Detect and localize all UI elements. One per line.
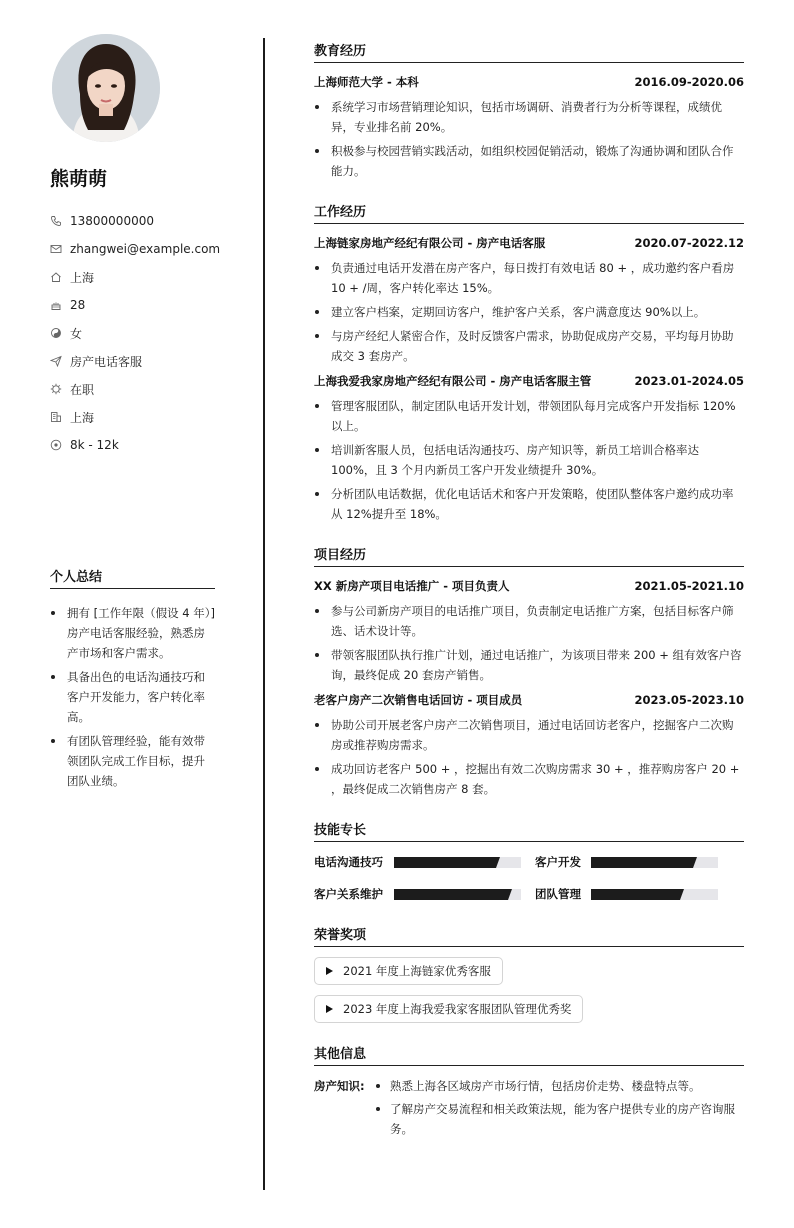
project-date: 2023.05-2023.10 (634, 693, 744, 707)
info-age-text: 28 (70, 298, 86, 312)
summary-title: 个人总结 (50, 566, 215, 589)
other-point: 熟悉上海各区域房产市场行情，包括房价走势、楼盘特点等。 (372, 1076, 744, 1096)
skill-fill (394, 889, 508, 900)
award-text: 2023 年度上海我爱我家客服团队管理优秀奖 (343, 1002, 572, 1016)
info-status-text: 在职 (70, 382, 95, 397)
skill-item (314, 852, 535, 872)
avatar-photo (52, 34, 160, 142)
work-point: 建立客户档案，定期回访客户，维护客户关系，客户满意度达 90%以上。 (314, 302, 744, 322)
skill-label: 电话沟通技巧 (314, 855, 383, 869)
status-icon (50, 383, 62, 395)
project-point: 参与公司新房产项目的电话推广项目，负责制定电话推广方案，包括目标客户筛选、话术设计等。 (314, 601, 744, 641)
work-point: 与房产经纪人紧密合作，及时反馈客户需求，协助促成房产交易，平均每月协助成交 3 套房产。 (314, 326, 744, 366)
skill-bar (394, 889, 521, 900)
play-triangle-icon (326, 967, 333, 975)
skill-label: 客户关系维护 (314, 887, 383, 901)
work-entry (314, 234, 744, 366)
skill-item (314, 884, 535, 904)
work-title: 工作经历 (314, 201, 744, 224)
work-date: 2020.07-2022.12 (634, 236, 744, 250)
info-email-text: zhangwei@example.com (70, 242, 221, 256)
project-org: 老客户房产二次销售电话回访 - 项目成员 (314, 693, 523, 707)
skill-bar (591, 889, 718, 900)
education-point: 积极参与校园营销实践活动，如组织校园促销活动，锻炼了沟通协调和团队合作能力。 (314, 141, 744, 181)
work-point: 培训新客服人员，包括电话沟通技巧、房产知识等，新员工培训合格率达 100%，且 3 个月内新员工客户开发业绩提升 30%。 (314, 440, 744, 480)
info-salary (50, 431, 215, 459)
work-date: 2023.01-2024.05 (634, 374, 744, 388)
gender-icon (50, 327, 62, 339)
building-icon (50, 411, 62, 423)
play-triangle-icon (326, 1005, 333, 1013)
info-gender (50, 319, 215, 347)
skills-title: 技能专长 (314, 819, 744, 842)
info-position-text: 房产电话客服 (70, 354, 143, 369)
summary-item: 具备出色的电话沟通技巧和客户开发能力，客户转化率高。 (50, 667, 215, 727)
work-section (314, 201, 744, 524)
summary-list (50, 603, 215, 791)
project-entry (314, 577, 744, 685)
education-title: 教育经历 (314, 40, 744, 63)
work-org: 上海我爱我家房地产经纪有限公司 - 房产电话客服主管 (314, 374, 592, 388)
info-gender-text: 女 (70, 326, 83, 341)
education-org: 上海师范大学 - 本科 (314, 75, 419, 89)
awards-title: 荣誉奖项 (314, 924, 744, 947)
info-age (50, 291, 215, 319)
work-point: 负责通过电话开发潜在房产客户，每日拨打有效电话 80 + ，成功邀约客户看房 10 + /周，客户转化率达 15%。 (314, 258, 744, 298)
award-item[interactable] (314, 995, 583, 1023)
info-email (50, 235, 221, 263)
home-icon (50, 271, 62, 283)
award-text: 2021 年度上海链家优秀客服 (343, 964, 491, 978)
info-location (50, 263, 215, 291)
skill-item (535, 852, 735, 872)
education-entry (314, 73, 744, 181)
project-point: 协助公司开展老客户房产二次销售项目，通过电话回访老客户，挖掘客户二次购房或推荐购房需求。 (314, 715, 744, 755)
skills-section (314, 819, 744, 904)
info-status (50, 375, 215, 403)
project-entry (314, 691, 744, 799)
summary-section (50, 566, 215, 795)
other-row (314, 1076, 744, 1142)
education-date: 2016.09-2020.06 (634, 75, 744, 89)
summary-item: 有团队管理经验，能有效带领团队完成工作目标，提升团队业绩。 (50, 731, 215, 791)
profile-name: 熊萌萌 (50, 168, 108, 190)
other-label: 房产知识: (314, 1079, 365, 1093)
send-icon (50, 355, 62, 367)
other-section (314, 1043, 744, 1142)
info-location-text: 上海 (70, 270, 95, 285)
skill-label: 团队管理 (535, 887, 581, 901)
work-entry (314, 372, 744, 524)
info-position (50, 347, 215, 375)
skill-fill (394, 857, 496, 868)
project-point: 带领客服团队执行推广计划，通过电话推广，为该项目带来 200 + 组有效客户咨询，最终促成 20 套房产销售。 (314, 645, 744, 685)
info-city-text: 上海 (70, 410, 95, 425)
column-divider (263, 38, 265, 1190)
mail-icon (50, 243, 62, 255)
projects-section (314, 544, 744, 799)
work-point: 分析团队电话数据，优化电话话术和客户开发策略，使团队整体客户邀约成功率从 12%提升至 18%。 (314, 484, 744, 524)
info-salary-text: 8k - 12k (70, 438, 119, 452)
work-point: 管理客服团队，制定团队电话开发计划，带领团队每月完成客户开发指标 120%以上。 (314, 396, 744, 436)
main-content (314, 40, 744, 1162)
avatar (52, 34, 160, 142)
project-date: 2021.05-2021.10 (634, 579, 744, 593)
project-org: XX 新房产项目电话推广 - 项目负责人 (314, 579, 510, 593)
project-point: 成功回访老客户 500 + ，挖掘出有效二次购房需求 30 + ，推荐购房客户 20 + ，最终促成二次销售房产 8 套。 (314, 759, 744, 799)
education-point: 系统学习市场营销理论知识，包括市场调研、消费者行为分析等课程，成绩优异，专业排名前 20%。 (314, 97, 744, 137)
skill-bar (394, 857, 521, 868)
skill-fill (591, 889, 680, 900)
work-org: 上海链家房地产经纪有限公司 - 房产电话客服 (314, 236, 546, 250)
phone-icon (50, 215, 62, 227)
awards-section (314, 924, 744, 1033)
skills-grid (314, 852, 744, 904)
summary-item: 拥有 [工作年限（假设 4 年）] 房产电话客服经验，熟悉房产市场和客户需求。 (50, 603, 215, 663)
awards-list (314, 957, 744, 1033)
skill-label: 客户开发 (535, 855, 581, 869)
skill-fill (591, 857, 693, 868)
education-section (314, 40, 744, 181)
info-city (50, 403, 215, 431)
projects-title: 项目经历 (314, 544, 744, 567)
cake-icon (50, 299, 62, 311)
other-title: 其他信息 (314, 1043, 744, 1066)
contact-info-list (50, 207, 221, 459)
skill-item (535, 884, 735, 904)
award-item[interactable] (314, 957, 503, 985)
skill-bar (591, 857, 718, 868)
info-phone-text: 13800000000 (70, 214, 154, 228)
info-phone (50, 207, 215, 235)
salary-icon (50, 439, 62, 451)
profile-panel (50, 34, 221, 459)
other-point: 了解房产交易流程和相关政策法规，能为客户提供专业的房产咨询服务。 (372, 1099, 744, 1139)
